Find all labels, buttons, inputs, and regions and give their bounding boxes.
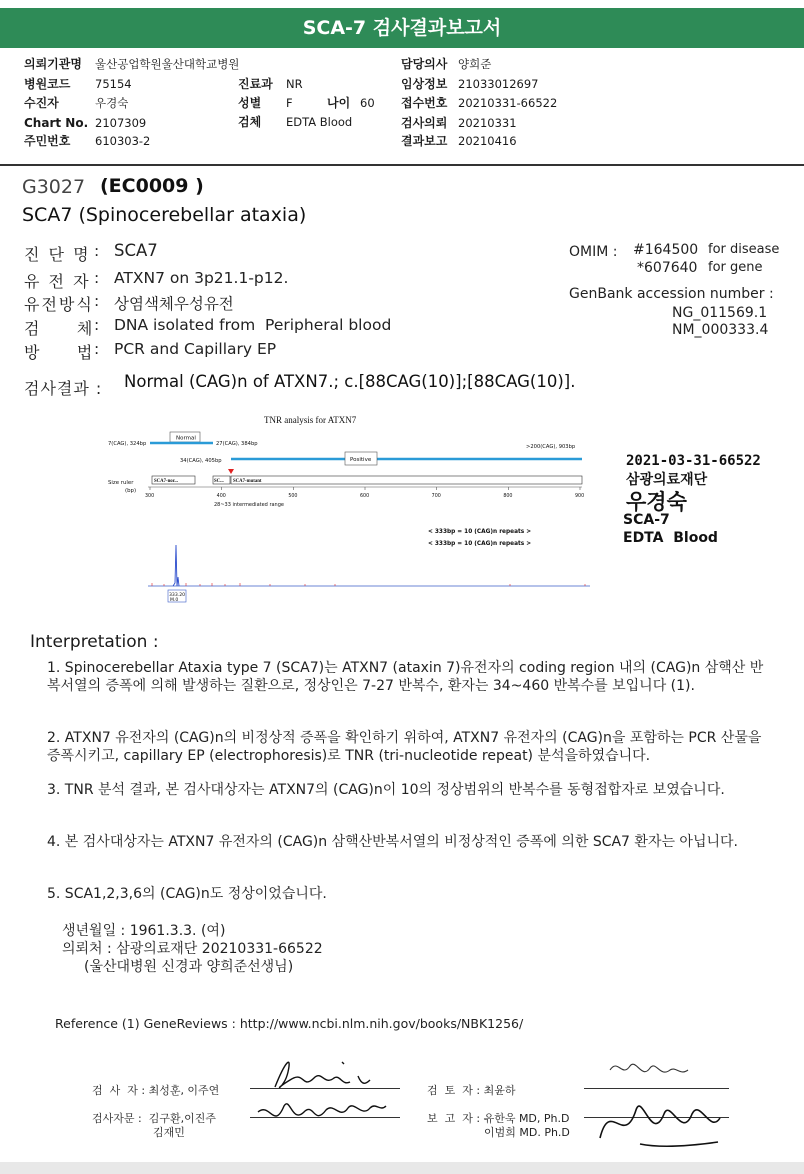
genbank-nm: NM_000333.4 bbox=[672, 322, 769, 338]
interpretation-p4: 4. 본 검사대상자는 ATXN7 유전자의 (CAG)n 삼핵산반복서열의 비정상적인 증폭에 의한 SCA7 환자는 아닙니다. bbox=[47, 834, 738, 850]
box-normal-label: SCA7-nor... bbox=[154, 479, 178, 484]
age-value: 60 bbox=[360, 96, 375, 110]
omim-gene-note: for gene bbox=[708, 260, 763, 275]
doctor-label: 담당의사 bbox=[401, 57, 448, 71]
specimen-value: EDTA Blood bbox=[286, 115, 353, 129]
request-label: 검사의뢰 bbox=[401, 116, 448, 130]
normal-tag: Normal bbox=[176, 435, 196, 442]
range-positive-right-label: >200(CAG), 903bp bbox=[526, 444, 576, 450]
method-label: 방 법 bbox=[24, 343, 95, 362]
peak-label-size: 333.20 bbox=[169, 593, 186, 598]
ruler-tick-label: 700 bbox=[431, 494, 441, 499]
advisor-label-2: 김재민 bbox=[153, 1126, 185, 1139]
patient-label: 수진자 bbox=[24, 96, 59, 110]
resident-label: 주민번호 bbox=[24, 134, 71, 148]
test-name: SCA7 (Spinocerebellar ataxia) bbox=[22, 204, 307, 226]
report-value: 20210416 bbox=[458, 134, 517, 148]
result-label: 검사결과 : bbox=[24, 379, 103, 398]
marker-triangle bbox=[228, 469, 234, 474]
reference: Reference (1) GeneReviews : http://www.ncbi.nlm.nih.gov/books/NBK1256/ bbox=[55, 1016, 524, 1031]
trace-peak bbox=[173, 545, 179, 586]
report-label: 결과보고 bbox=[401, 134, 448, 148]
test-code: G3027 bbox=[22, 176, 86, 198]
resident-value: 610303-2 bbox=[95, 134, 151, 148]
omim-gene: *607640 bbox=[637, 260, 698, 276]
footer-band bbox=[0, 1162, 804, 1174]
test-ec: (EC0009 ) bbox=[100, 175, 204, 197]
range-normal-right-label: 27(CAG), 384bp bbox=[216, 441, 258, 447]
genbank-ng: NG_011569.1 bbox=[672, 305, 768, 321]
box-short-label: SC... bbox=[214, 479, 224, 484]
interpretation-title: Interpretation : bbox=[30, 632, 159, 652]
report-title: SCA-7 검사결과보고서 bbox=[0, 8, 804, 48]
stamp-org: 삼광의료재단 bbox=[626, 472, 708, 488]
interpretation-p2: 2. ATXN7 유전자의 (CAG)n의 비정상적 증폭을 확인하기 위하여, ATXN7 유전자의 (CAG)n을 포함하는 PCR 산물을 증폭시키고, capillary EP (electrophoresis)로 TNR (tri-nucleotide repeat) 분석을하였습니다. bbox=[47, 730, 762, 764]
method-value: PCR and Capillary EP bbox=[114, 340, 277, 358]
gene-value: ATXN7 on 3p21.1-p12. bbox=[114, 269, 289, 287]
reporter-label: 보 고 자 : 유한욱 MD, Ph.D bbox=[427, 1112, 570, 1125]
doctor-value: 양희준 bbox=[458, 57, 492, 71]
clinical-label: 임상정보 bbox=[401, 77, 448, 91]
inherit-value: 상염색체우성유전 bbox=[114, 295, 234, 313]
advisor-label: 검사자문 : 김구환,이진주 bbox=[92, 1112, 216, 1125]
birth-date: 생년월일 : 1961.3.3. (여) bbox=[62, 923, 226, 939]
inherit-label: 유전방식 bbox=[24, 295, 94, 314]
omim-label: OMIM : bbox=[569, 244, 618, 260]
stamp-specimen: EDTA Blood bbox=[623, 530, 718, 546]
positive-tag: Positive bbox=[350, 457, 372, 463]
receipt-value: 20210331-66522 bbox=[458, 96, 558, 110]
ruler-tick-label: 400 bbox=[216, 494, 226, 499]
omim-disease-note: for disease bbox=[708, 242, 780, 257]
range-positive-left-label: 34(CAG), 405bp bbox=[180, 458, 222, 464]
ruler-tick-label: 800 bbox=[503, 494, 513, 499]
stamp-test: SCA-7 bbox=[623, 512, 670, 528]
interpretation-p5: 5. SCA1,2,3,6의 (CAG)n도 정상이었습니다. bbox=[47, 886, 327, 902]
institution-value: 울산공업학원울산대학교병원 bbox=[95, 57, 240, 71]
clinical-value: 21033012697 bbox=[458, 77, 539, 91]
chart-value: 2107309 bbox=[95, 116, 147, 130]
dept-label: 진료과 bbox=[238, 77, 273, 91]
age-label: 나이 bbox=[327, 96, 351, 110]
range-normal-left-label: 7(CAG), 324bp bbox=[108, 441, 147, 447]
ruler-ticks bbox=[145, 487, 584, 499]
specimen-label: 검체 bbox=[238, 115, 262, 129]
repeats-allele-1: < 333bp = 10 (CAG)n repeats > bbox=[428, 529, 532, 535]
gene-colon: : bbox=[94, 269, 100, 287]
sex-value: F bbox=[286, 96, 293, 110]
omim-disease: #164500 bbox=[633, 242, 699, 258]
diag-label: 진 단 명 bbox=[24, 245, 91, 264]
box-mutant-label: SCA7-mutant bbox=[233, 479, 262, 484]
tnr-chart bbox=[100, 405, 600, 605]
patient-header bbox=[0, 48, 804, 166]
inherit-colon: : bbox=[94, 292, 100, 310]
specimen-row-label: 검 체 bbox=[24, 319, 95, 338]
chart-label: Chart No. bbox=[24, 116, 89, 130]
size-ruler-unit: (bp) bbox=[125, 488, 137, 494]
requester-dept: (울산대병원 신경과 양희준선생님) bbox=[84, 959, 294, 975]
reviewer-signature bbox=[580, 1048, 740, 1158]
diag-colon: : bbox=[94, 242, 100, 260]
tester-signature bbox=[230, 1042, 410, 1138]
interpretation-p1: 1. Spinocerebellar Ataxia type 7 (SCA7)는 ATXN7 (ataxin 7)유전자의 coding region 내의 (CAG)n 삼핵산 반복서열의 증폭에 의해 발생하는 질환으로, 정상인은 7-27 반복수, 환자는 34~460 반복수를 보입니다 (1). bbox=[47, 660, 764, 694]
specimen-row-value: DNA isolated from Peripheral blood bbox=[114, 316, 392, 334]
diag-value: SCA7 bbox=[114, 241, 158, 260]
hospital-code-value: 75154 bbox=[95, 77, 132, 91]
institution-label: 의뢰기관명 bbox=[24, 57, 82, 71]
genbank-label: GenBank accession number : bbox=[569, 286, 774, 302]
interpretation-p3: 3. TNR 분석 결과, 본 검사대상자는 ATXN7의 (CAG)n이 10의 정상범위의 반복수를 동형접합자로 보였습니다. bbox=[47, 782, 725, 798]
ruler-tick-label: 900 bbox=[575, 494, 585, 499]
method-colon: : bbox=[94, 340, 100, 358]
specimen-colon: : bbox=[94, 316, 100, 334]
patient-value: 우경숙 bbox=[95, 96, 129, 110]
result-value: Normal (CAG)n of ATXN7.; c.[88CAG(10)];[88CAG(10)]. bbox=[124, 372, 576, 391]
box-mutant bbox=[231, 476, 582, 484]
dept-value: NR bbox=[286, 77, 303, 91]
ruler-tick-label: 300 bbox=[145, 494, 155, 499]
ruler-tick-label: 500 bbox=[288, 494, 298, 499]
reviewer-label: 검 토 자 : 최윤하 bbox=[427, 1084, 516, 1097]
repeats-allele-2: < 333bp = 10 (CAG)n repeats > bbox=[428, 541, 532, 547]
receipt-label: 접수번호 bbox=[401, 96, 448, 110]
trace-small-peaks bbox=[152, 583, 585, 586]
ruler-tick-label: 600 bbox=[360, 494, 370, 499]
reporter-label-2: 이범희 MD. Ph.D bbox=[484, 1126, 570, 1139]
stamp-receipt: 2021-03-31-66522 bbox=[626, 453, 761, 469]
sex-label: 성별 bbox=[238, 96, 262, 110]
hospital-code-label: 병원코드 bbox=[24, 77, 71, 91]
requester: 의뢰처 : 삼광의료재단 20210331-66522 bbox=[62, 941, 323, 957]
tester-label: 검 사 자 : 최성훈, 이주연 bbox=[92, 1084, 220, 1097]
stamp-patient: 우경숙 bbox=[626, 490, 687, 514]
peak-label-height: M.0 bbox=[170, 598, 179, 603]
request-value: 20210331 bbox=[458, 116, 517, 130]
gene-label: 유 전 자 bbox=[24, 272, 91, 291]
size-ruler-label: Size ruler bbox=[108, 480, 134, 486]
chart-title: TNR analysis for ATXN7 bbox=[264, 415, 357, 425]
intermediate-range-label: 28~33 intermediated range bbox=[214, 502, 284, 508]
